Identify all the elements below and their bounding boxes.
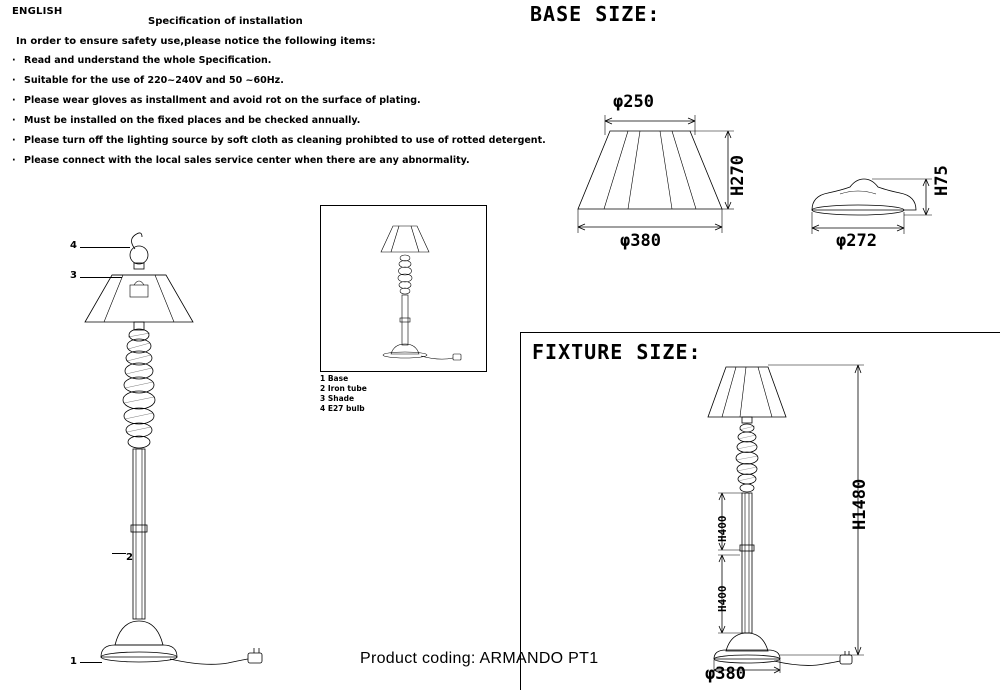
shade-height-label: H270 <box>728 155 748 196</box>
fixture-size-heading: FIXTURE SIZE: <box>532 340 702 364</box>
list-item <box>12 95 546 106</box>
fixture-base-diameter-label: φ380 <box>705 664 746 684</box>
list-item-text: Please connect with the local sales service center when there are any abnormality. <box>24 155 470 166</box>
base-plate-height-label: H75 <box>932 165 952 196</box>
bullet-icon: · <box>12 135 16 146</box>
shade-bottom-diameter-label: φ380 <box>620 231 661 251</box>
base-shade-drawing <box>570 105 740 245</box>
parts-legend <box>320 374 367 414</box>
fixture-total-height-label: H1480 <box>850 478 870 530</box>
thumbnail-box <box>320 205 487 372</box>
fixture-upper-segment-label: H400 <box>716 515 729 542</box>
list-item-text: Suitable for the use of 220~240V and 50 ~60Hz. <box>24 75 284 86</box>
legend-item: 4 E27 bulb <box>320 404 365 413</box>
main-lamp-drawing <box>60 225 280 675</box>
section-divider-vertical <box>520 332 521 690</box>
legend-item: 3 Shade <box>320 394 355 403</box>
list-item-text: Must be installed on the fixed places and be checked annually. <box>24 115 361 126</box>
specification-list <box>12 55 546 175</box>
list-item <box>12 155 546 166</box>
section-divider <box>520 332 1000 333</box>
list-item <box>12 135 546 146</box>
callout-leader-3 <box>80 277 122 278</box>
bullet-icon: · <box>12 95 16 106</box>
specification-intro: In order to ensure safety use,please notice the following items: <box>16 36 376 47</box>
bullet-icon: · <box>12 115 16 126</box>
fixture-lower-segment-label: H400 <box>716 585 729 612</box>
callout-4: 4 <box>70 240 77 251</box>
specification-title: Specification of installation <box>148 16 303 27</box>
shade-top-diameter-label: φ250 <box>613 92 654 112</box>
callout-leader-2 <box>112 553 126 554</box>
bullet-icon: · <box>12 155 16 166</box>
legend-item: 1 Base <box>320 374 349 383</box>
bullet-icon: · <box>12 75 16 86</box>
callout-leader-1 <box>80 662 102 663</box>
list-item-text: Read and understand the whole Specification. <box>24 55 272 66</box>
product-coding-label: Product coding: ARMANDO PT1 <box>360 650 599 667</box>
language-label: ENGLISH <box>12 6 63 17</box>
list-item <box>12 115 546 126</box>
base-size-heading: BASE SIZE: <box>530 2 661 26</box>
list-item <box>12 55 546 66</box>
callout-1: 1 <box>70 656 77 667</box>
bullet-icon: · <box>12 55 16 66</box>
callout-2: 2 <box>126 552 133 563</box>
legend-item: 2 Iron tube <box>320 384 367 393</box>
base-plate-diameter-label: φ272 <box>836 231 877 251</box>
list-item <box>12 75 546 86</box>
list-item-text: Please wear gloves as installment and avoid rot on the surface of plating. <box>24 95 421 106</box>
list-item-text: Please turn off the lighting source by soft cloth as cleaning prohibted to use of rotted detergent. <box>24 135 546 146</box>
callout-3: 3 <box>70 270 77 281</box>
callout-leader-4 <box>80 247 130 248</box>
